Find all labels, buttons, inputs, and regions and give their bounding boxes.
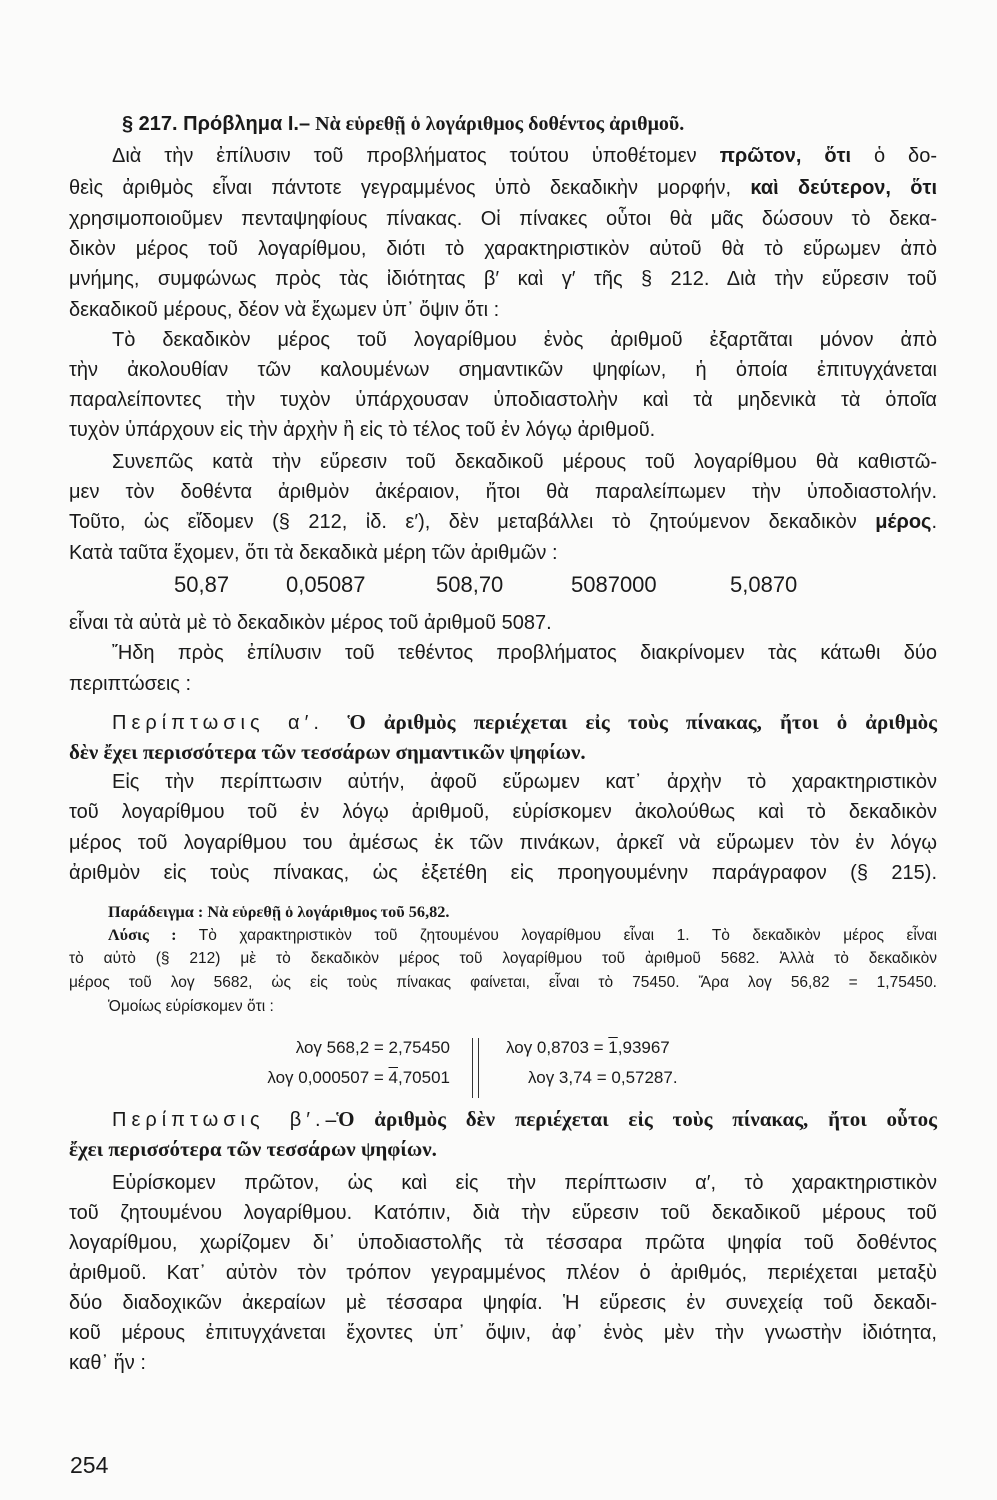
emphasis-text: Ὁ ἀριθμὸς περιέχεται εἰς τοὺς πίνακας, ἤτοι ὁ ἀριθμὸς bbox=[347, 710, 937, 734]
text-run: εἶναι τὰ αὐτὰ μὲ τὸ δεκαδικὸν μέρος τοῦ ἀριθμοῦ 5087. bbox=[69, 612, 552, 634]
text-run: δύο διαδοχικῶν ἀκεραίων μὲ τέσσαρα ψηφία. Ἡ εὕρεσις ἐν συνεχείᾳ τοῦ δεκαδι- bbox=[69, 1292, 937, 1314]
text-run: παραλείποντες τὴν τυχὸν ὑπάρχουσαν ὑποδιαστολὴν καὶ τὰ μηδενικὰ τὰ ὁποῖα bbox=[69, 389, 937, 411]
text-line bbox=[69, 417, 937, 443]
section-heading bbox=[122, 113, 684, 136]
text-line bbox=[69, 509, 937, 535]
text-line bbox=[69, 973, 937, 993]
example-number: 508,70 bbox=[436, 572, 504, 597]
text-run: τοῦ λογαρίθμου τοῦ ἐν λόγῳ ἀριθμοῦ, εὑρίσκομεν ἀκολούθως καὶ τὸ δεκαδικὸν bbox=[69, 801, 937, 823]
formula-lhs: λογ 568,2 = bbox=[295, 1038, 389, 1057]
text-run: Εἰς τὴν περίπτωσιν αὐτήν, ἀφοῦ εὕρωμεν κατ᾽ ἀρχὴν τὸ χαρακτηριστικὸν bbox=[112, 771, 937, 793]
text-run: τυχὸν ὑπάρχουν εἰς τὴν ἀρχὴν ἢ εἰς τὸ τέλος τοῦ ἐν λόγῳ ἀριθμοῦ. bbox=[69, 419, 656, 441]
text-run: ἀριθμοῦ. Κατ᾽ αὐτὸν τὸν τρόπον γεγραμμένος πλέον ὁ ἀριθμός, περιέχεται μεταξὺ bbox=[69, 1262, 937, 1284]
text-run: Ὁμοίως εὑρίσκομεν ὅτι : bbox=[108, 998, 274, 1015]
text-run: μέρος τοῦ λογαρίθμου του ἀμέσως ἐκ τῶν πινάκων, ἀρκεῖ νὰ εὕρωμεν τὸν ἐν λόγῳ bbox=[69, 832, 937, 854]
text-line bbox=[112, 769, 937, 795]
text-run: λογαρίθμου, χωρίζομεν δι᾽ ὑποδιαστολῆς τὰ τέσσαρα πρῶτα ψηφία τοῦ δοθέντος bbox=[69, 1232, 937, 1254]
text-run: Εὑρίσκομεν πρῶτον, ὡς καὶ εἰς τὴν περίπτωσιν α′, τὸ χαρακτηριστικὸν bbox=[112, 1172, 937, 1194]
formula bbox=[296, 1038, 450, 1058]
example-number: 5087000 bbox=[571, 572, 657, 597]
text-run: τοῦ ζητουμένου λογαρίθμου. Κατόπιν, διὰ τὴν εὕρεσιν τοῦ δεκαδικοῦ μέρους τοῦ bbox=[69, 1202, 937, 1224]
text-line bbox=[112, 1170, 937, 1196]
problem-title: Νὰ εὑρεθῇ ὁ λογάριθμος δοθέντος ἀριθμοῦ. bbox=[310, 113, 685, 135]
formula bbox=[506, 1038, 670, 1058]
example-number: 50,87 bbox=[174, 572, 230, 597]
example-number: 5,0870 bbox=[730, 572, 798, 597]
formula-lhs: λογ 3,74 = bbox=[528, 1068, 612, 1087]
column-divider bbox=[472, 1038, 479, 1098]
text-run: Τοῦτο, ὡς εἴδομεν (§ 212, ἰδ. ε′), δὲν μεταβάλλει τὸ ζητούμενον δεκαδικὸν bbox=[69, 511, 876, 533]
formula-value: ,93967 bbox=[617, 1038, 670, 1057]
text-line bbox=[69, 799, 937, 825]
text-line bbox=[69, 175, 937, 201]
text-line bbox=[69, 236, 937, 262]
text-line bbox=[108, 925, 937, 945]
text-line bbox=[69, 1320, 937, 1346]
emphasis-text: Περίπτωσις α′. bbox=[112, 712, 348, 734]
text-run: Τὸ δεκαδικὸν μέρος τοῦ λογαρίθμου ἑνὸς ἀριθμοῦ ἐξαρτᾶται μόνον ἀπὸ bbox=[112, 329, 937, 351]
text-line bbox=[69, 610, 937, 636]
text-line bbox=[69, 266, 937, 292]
text-line bbox=[69, 479, 937, 505]
text-run: Συνεπῶς κατὰ τὴν εὕρεσιν τοῦ δεκαδικοῦ μέρους τοῦ λογαρίθμου θὰ καθιστῶ- bbox=[112, 451, 937, 473]
text-line bbox=[108, 997, 937, 1017]
text-run: κοῦ μέρους ἐπιτυγχάνεται ἔχοντες ὑπ᾽ ὄψιν, ἀφ᾽ ἑνὸς μὲν τὴν γνωστὴν ἰδιότητα, bbox=[69, 1322, 937, 1344]
text-line bbox=[69, 357, 937, 383]
text-run: μνήμης, συμφώνως πρὸς τὰς ἰδιότητας β′ καὶ γ′ τῆς § 212. Διὰ τὴν εὕρεσιν τοῦ bbox=[69, 268, 937, 290]
text-run: δικὸν μέρος τοῦ λογαρίθμου, διότι τὸ χαρακτηριστικὸν αὐτοῦ θὰ τὸ εὕρωμεν ἀπὸ bbox=[69, 238, 937, 260]
emphasis-text: –Ὁ ἀριθμὸς δὲν περιέχεται εἰς τοὺς πίνακας, ἤτοι οὗτος bbox=[325, 1107, 937, 1131]
text-line bbox=[69, 1350, 937, 1376]
text-run: περιπτώσεις : bbox=[69, 673, 192, 695]
text-line bbox=[69, 739, 937, 766]
text-run: μεν τὸν δοθέντα ἀριθμὸν ἀκέραιον, ἤτοι θὰ παραλείπωμεν τὴν ὑποδιαστολήν. bbox=[69, 481, 937, 503]
text-run: θεὶς ἀριθμὸς εἶναι πάντοτε γεγραμμένος ὑπὸ δεκαδικὴν μορφήν, bbox=[69, 177, 751, 199]
text-line bbox=[112, 143, 937, 169]
text-run: Τὸ χαρακτηριστικὸν τοῦ ζητουμένου λογαρίθμου εἶναι 1. Τὸ δεκαδικὸν μέρος εἶναι bbox=[176, 927, 937, 944]
text-run: ὁ δο- bbox=[851, 145, 937, 167]
text-run: . bbox=[931, 511, 937, 533]
emphasis-text: δὲν ἔχει περισσότερα τῶν τεσσάρων σημαντικῶν ψηφίων. bbox=[69, 740, 586, 764]
formula-value: ,70501 bbox=[398, 1068, 450, 1087]
emphasis-text: Περίπτωσις β′. bbox=[112, 1109, 326, 1131]
text-run: μέρος τοῦ λογ 5682, ὡς εἰς τοὺς πίνακας φαίνεται, εἶναι τὸ 75450. Ἄρα λογ 56,82 = 1,75450. bbox=[69, 974, 937, 991]
formula bbox=[267, 1068, 450, 1088]
formula-bar-digit: 1 bbox=[608, 1038, 618, 1057]
text-line bbox=[112, 640, 937, 666]
text-line bbox=[69, 540, 937, 566]
text-run: ἀριθμὸν εἰς τοὺς πίνακας, ὡς ἐξετέθη εἰς προηγουμένην παράγραφον (§ 215). bbox=[69, 862, 937, 884]
section-number: § 217. Πρόβλημα Ι.– bbox=[122, 113, 311, 135]
formula-bar-digit: 4 bbox=[388, 1068, 398, 1087]
text-line bbox=[69, 949, 937, 969]
text-line bbox=[69, 1136, 937, 1163]
text-line bbox=[112, 449, 937, 475]
emphasis-text: ἔχει περισσότερα τῶν τεσσάρων ψηφίων. bbox=[69, 1137, 437, 1161]
text-line bbox=[69, 1260, 937, 1286]
emphasis-text: καὶ δεύτερον, ὅτι bbox=[750, 177, 938, 199]
text-line bbox=[112, 709, 937, 735]
example-number: 0,05087 bbox=[286, 572, 366, 597]
text-run: τὴν ἀκολουθίαν τῶν καλουμένων σημαντικῶν ψηφίων, ἡ ὁποία ἐπιτυγχάνεται bbox=[69, 359, 937, 381]
formula-lhs: λογ 0,000507 = bbox=[267, 1068, 389, 1087]
emphasis-text: μέρος bbox=[875, 511, 932, 533]
formula-value: 0,57287. bbox=[611, 1068, 678, 1087]
text-run: Ἤδη πρὸς ἐπίλυσιν τοῦ τεθέντος προβλήματος διακρίνομεν τὰς κάτωθι δύο bbox=[112, 642, 937, 664]
text-line bbox=[69, 297, 937, 323]
text-run: χρησιμοποιοῦμεν πενταψηφίους πίνακας. Οἱ πίνακες οὗτοι θὰ μᾶς δώσουν τὸ δεκα- bbox=[69, 208, 937, 230]
text-run: Διὰ τὴν ἐπίλυσιν τοῦ προβλήματος τούτου ὑποθέτομεν bbox=[112, 145, 720, 167]
text-line bbox=[112, 327, 937, 353]
text-run: καθ᾽ ἥν : bbox=[69, 1352, 146, 1374]
formula-lhs: λογ 0,8703 = bbox=[506, 1038, 609, 1057]
text-line bbox=[69, 1290, 937, 1316]
emphasis-text: πρῶτον, ὅτι bbox=[719, 145, 852, 167]
text-line bbox=[112, 1106, 937, 1132]
text-line bbox=[69, 206, 937, 232]
text-line bbox=[69, 830, 937, 856]
text-line bbox=[69, 1200, 937, 1226]
page-number: 254 bbox=[70, 1452, 109, 1478]
text-line bbox=[69, 671, 937, 697]
text-run: Κατὰ ταῦτα ἔχομεν, ὅτι τὰ δεκαδικὰ μέρη τῶν ἀριθμῶν : bbox=[69, 542, 558, 564]
formula bbox=[528, 1068, 678, 1088]
text-line bbox=[69, 860, 937, 886]
formula-value: 2,75450 bbox=[388, 1038, 450, 1057]
text-line bbox=[69, 387, 937, 413]
emphasis-text: Λύσις : bbox=[108, 926, 177, 944]
text-run: δεκαδικοῦ μέρους, δέον νὰ ἔχωμεν ὑπ᾽ ὄψιν ὅτι : bbox=[69, 299, 500, 321]
text-line bbox=[108, 902, 937, 923]
emphasis-text: Παράδειγμα : Νὰ εὑρεθῇ ὁ λογάριθμος τοῦ 56,82. bbox=[108, 903, 450, 921]
text-line bbox=[69, 1230, 937, 1256]
text-run: τὸ αὐτὸ (§ 212) μὲ τὸ δεκαδικὸν μέρος τοῦ λογαρίθμου τοῦ ἀριθμοῦ 5682. Ἀλλὰ τὸ δεκαδικὸν bbox=[69, 950, 937, 967]
